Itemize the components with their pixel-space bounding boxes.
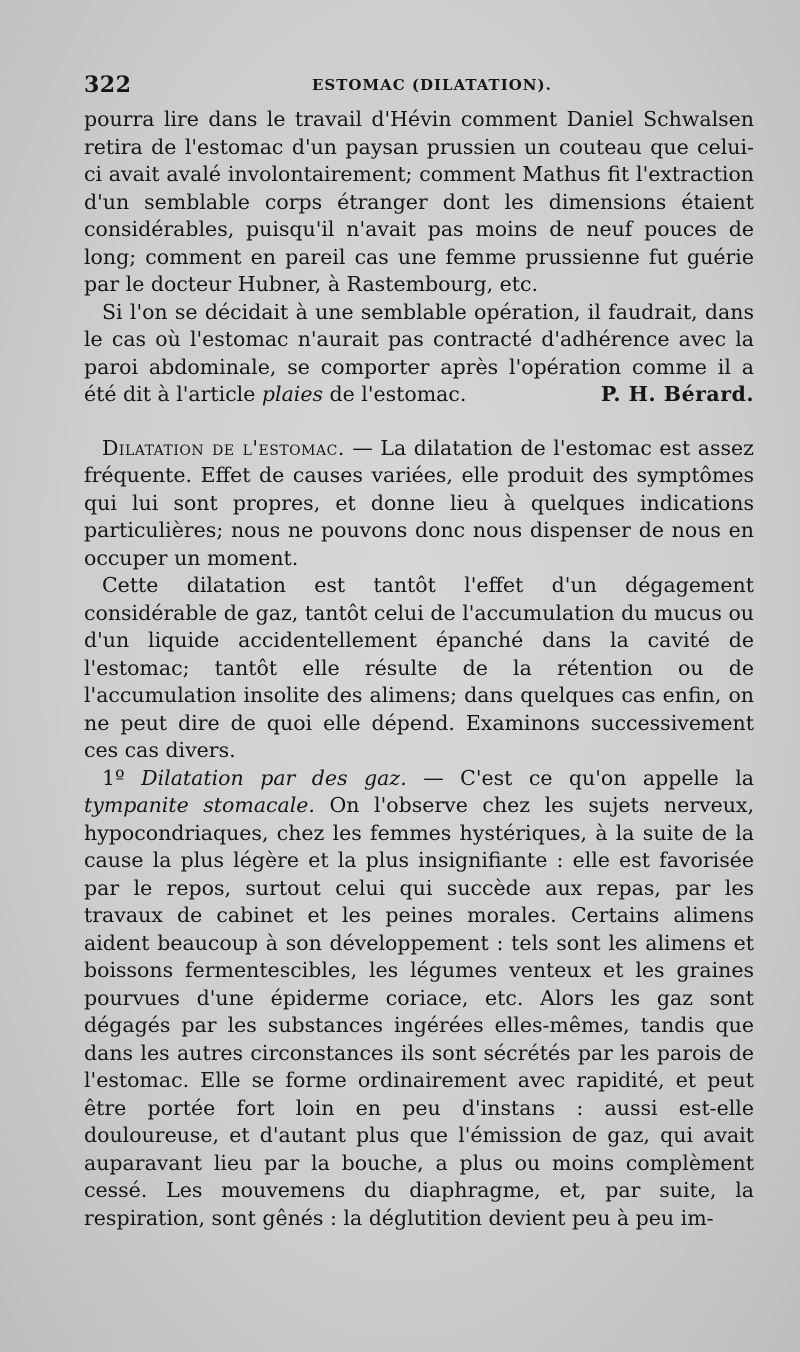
paragraph-5-term: tympanite stomacale.: [84, 793, 315, 817]
paragraph-3-text: — La dilatation de l'estomac est assez fréquente. Effet de causes variées, elle produit des symptômes qui lui sont propres, et donne lieu à quelques indications particulières; nous ne pouvons donc nous dispenser de nous en occuper un moment.: [84, 435, 754, 570]
paragraph-5-text: On l'observe chez les sujets nerveux, hypocondriaques, chez les femmes hystériques, à la suite de la cause la plus légère et la plus insignifiante : elle est favorisée par le repos, surtout celui qui succède aux repas, par les travaux de cabinet et les peines morales. Certains alimens aident beaucoup à son développement : tels sont les alimens et boissons fermentescibles, les légumes venteux et les graines pourvues d'une épiderme coriace, etc. Alors les gaz sont dégagés par les substances ingérées elles-mêmes, tandis que dans les autres circonstances ils sont sécrétés par les parois de l'estomac. Elle se forme ordinairement avec rapidité, et peut être portée fort loin en peu d'instans : aussi est-elle douloureuse, et d'autant plus que l'émission de gaz, qui avait auparavant lieu par la bouche, a plus ou moins complèment cessé. Les mouvemens du diaphragme, et, par suite, la respiration, sont gênés : la déglutition devient peu à peu im-: [84, 793, 754, 1230]
paragraph-5-dash: — C'est ce qu'on appelle la: [406, 765, 754, 790]
author-signature: P. H. Bérard.: [600, 382, 754, 406]
section-heading: Dilatation de l'estomac.: [102, 435, 345, 460]
paragraph-1: pourra lire dans le travail d'Hévin comment Daniel Schwalsen retira de l'estomac d'un paysan prussien un couteau que celui-ci avait avalé involontairement; comment Mathus fit l'extraction d'un semblable corps étranger dont les dimensions étaient considérables, puisqu'il n'avait pas moins de neuf pouces de long; comment en pareil cas une femme prussienne fut guérie par le docteur Hubner, à Rastembourg, etc.: [84, 107, 754, 296]
section-gap: [84, 409, 754, 435]
paragraph-3: [84, 435, 754, 573]
paragraph-5-title: Dilatation par des gaz.: [141, 765, 407, 790]
body-text: [84, 106, 754, 1232]
paragraph-2-italic: plaies: [261, 382, 324, 406]
paragraph-4: Cette dilatation est tantôt l'effet d'un dégagement considérable de gaz, tantôt celui de l'accumulation du mucus ou d'un liquide accidentellement épanché dans la cavité de l'estomac; tantôt elle résulte de la rétention ou de l'accumulation insolite des alimens; dans quelques cas enfin, on ne peut dire de quoi elle dépend. Examinons successivement ces cas divers.: [84, 573, 754, 762]
paragraph-2-text-end: de l'estomac.: [323, 382, 467, 406]
paragraph-5-number: 1º: [102, 765, 142, 790]
paragraph-2: [84, 299, 754, 409]
paragraph-5: [84, 765, 754, 1233]
page-number: 322: [84, 72, 132, 98]
page-header: [84, 72, 764, 106]
paragraph-2-text: Si l'on se décidait à une semblable opération, il faudrait, dans le cas où l'estomac n'aurait pas contracté d'adhérence avec la paroi abdominale, se comporter après l'opération comme il a été dit à l'article: [84, 299, 754, 406]
running-head: ESTOMAC (DILATATION).: [312, 76, 552, 94]
